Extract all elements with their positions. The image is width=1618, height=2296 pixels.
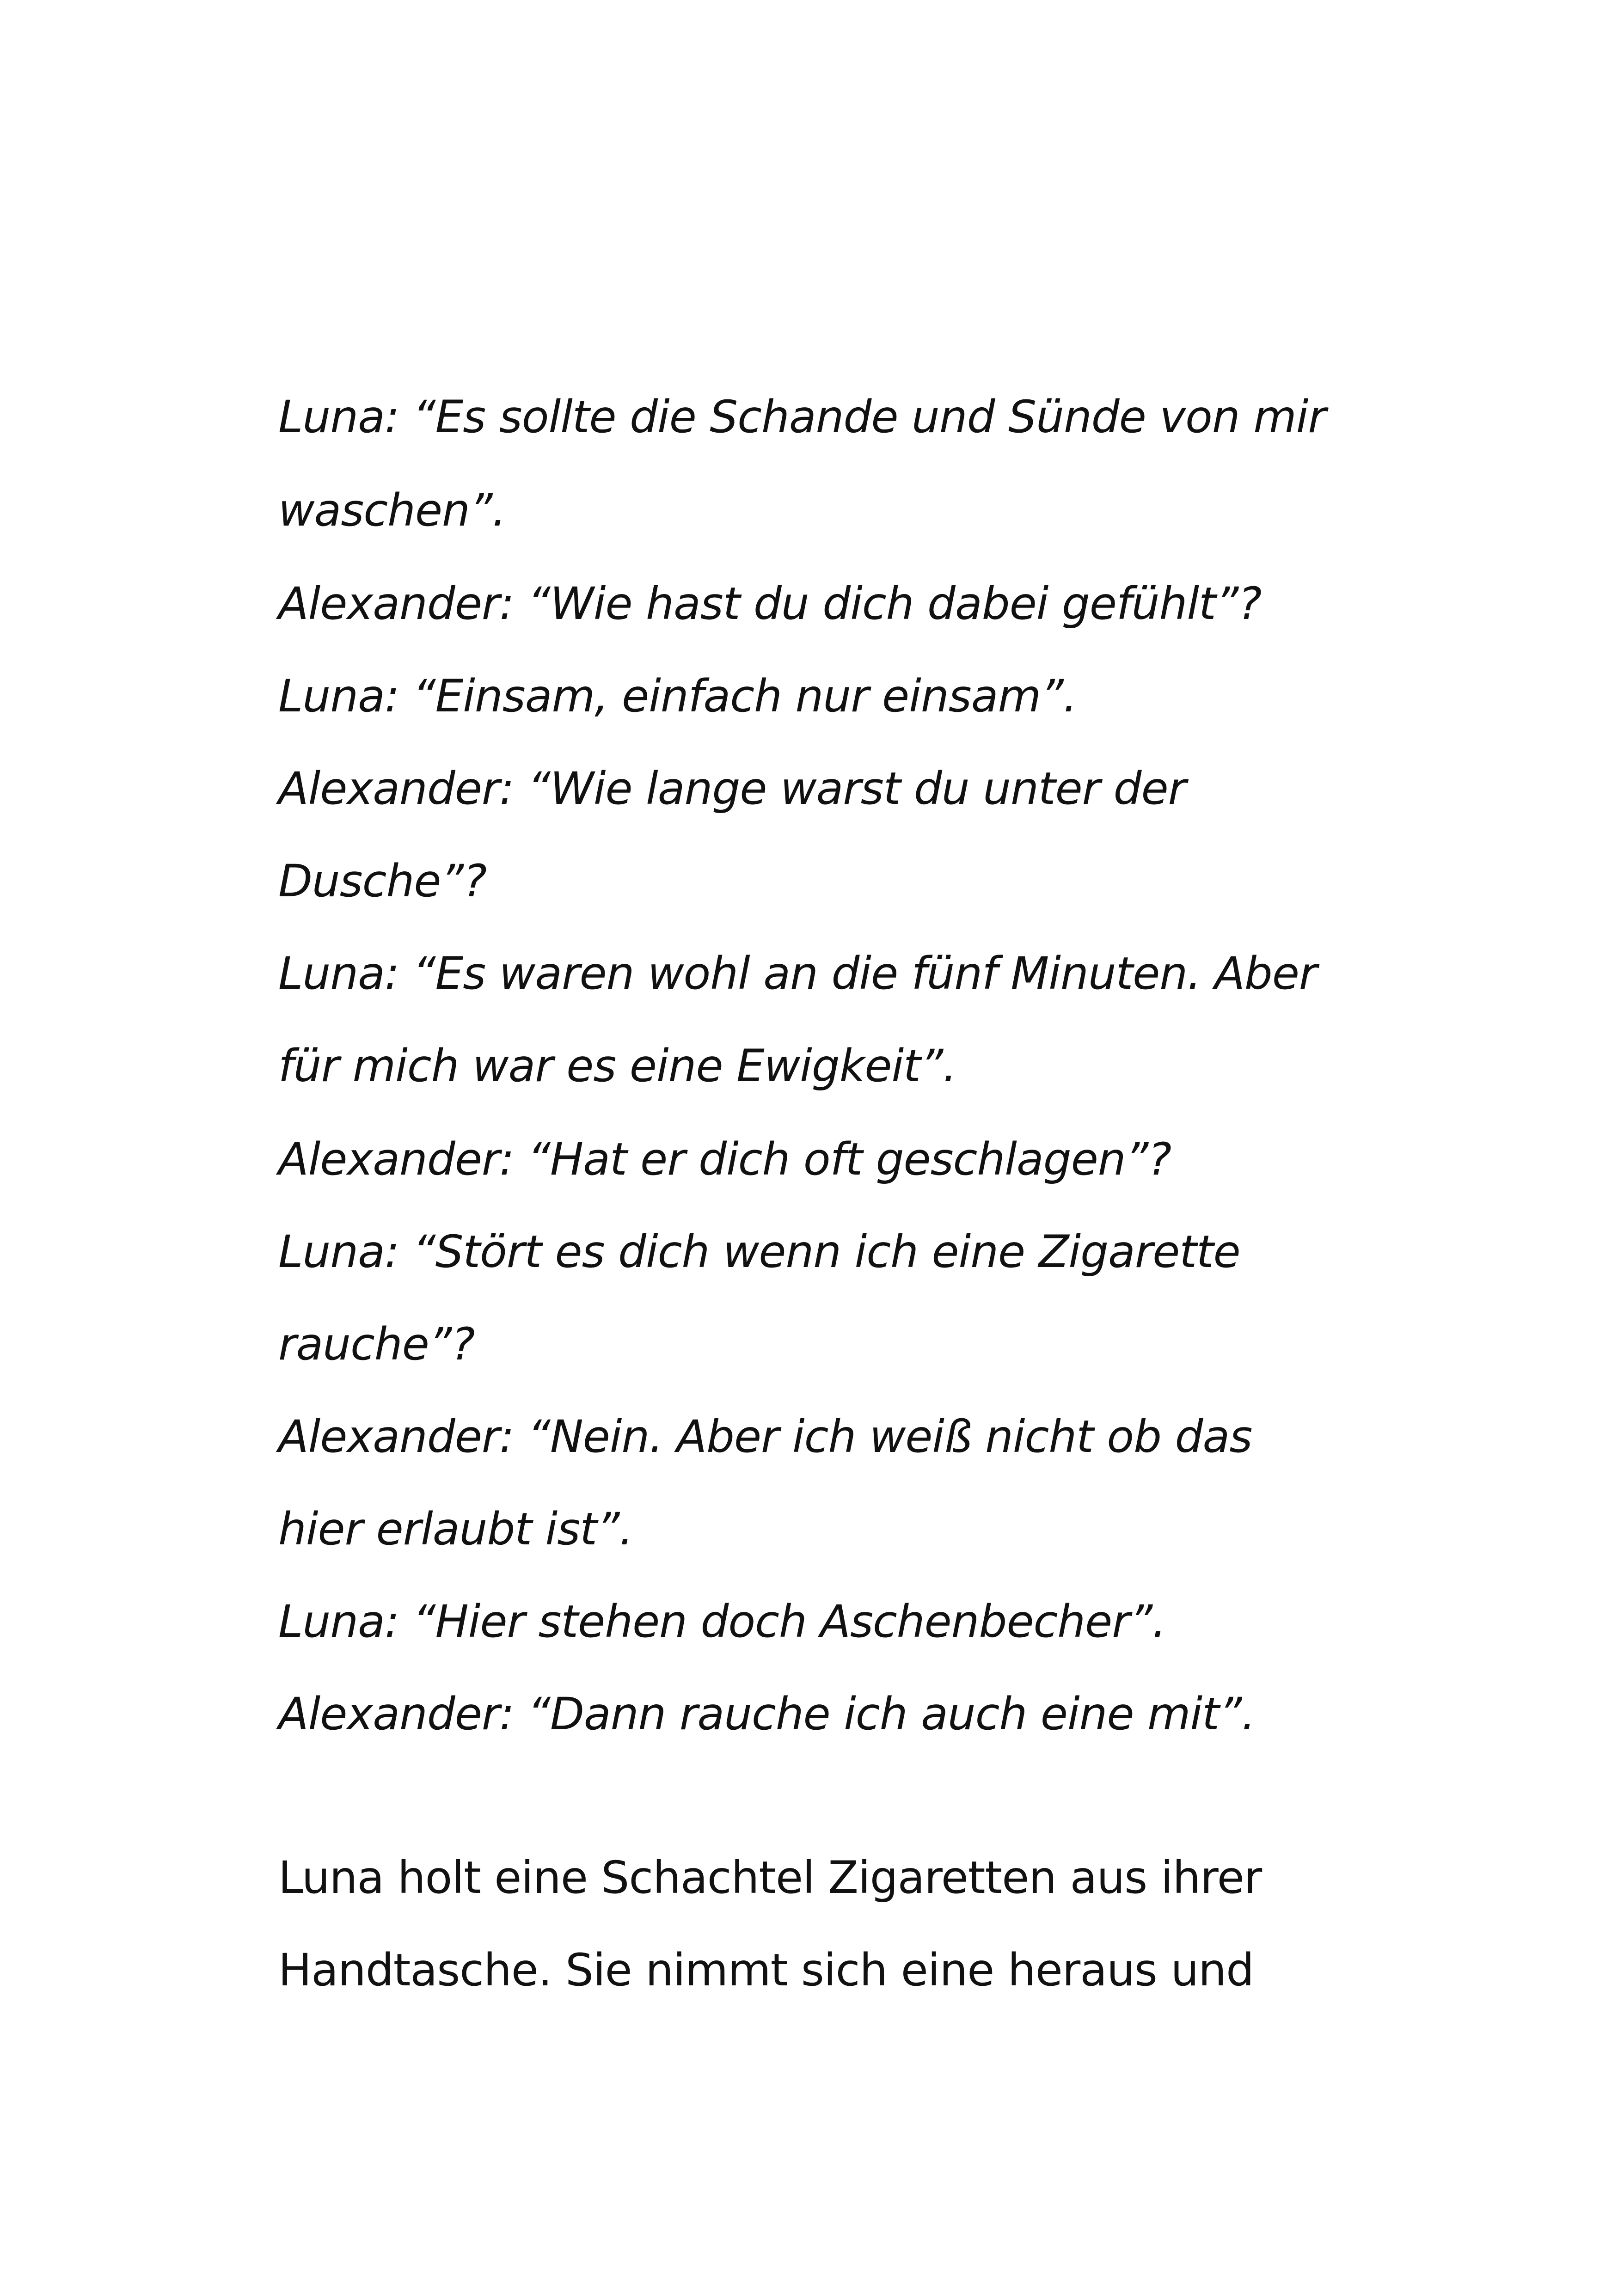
dialogue-line: Alexander: “Nein. Aber ich weiß nicht ob das <box>278 1411 1252 1463</box>
dialogue-line: hier erlaubt ist”. <box>278 1503 633 1555</box>
dialogue-line: Alexander: “Wie lange warst du unter der <box>278 763 1186 814</box>
dialogue-line: Luna: “Stört es dich wenn ich eine Zigarette <box>278 1226 1240 1278</box>
dialogue-line: Alexander: “Dann rauche ich auch eine mit”. <box>278 1688 1256 1740</box>
dialogue-line: Luna: “Hier stehen doch Aschenbecher”. <box>278 1596 1166 1647</box>
dialogue-line: für mich war es eine Ewigkeit”. <box>278 1040 957 1092</box>
dialogue-line: rauche”? <box>278 1318 475 1370</box>
narration-line: Handtasche. Sie nimmt sich eine heraus und <box>278 1944 1254 1996</box>
dialogue-line: Dusche”? <box>278 855 487 907</box>
dialogue-line: Luna: “Es sollte die Schande und Sünde von mir <box>278 391 1326 443</box>
dialogue-line: Alexander: “Hat er dich oft geschlagen”? <box>278 1133 1171 1185</box>
narration-line: Luna holt eine Schachtel Zigaretten aus ihrer <box>278 1852 1262 1904</box>
dialogue-line: waschen”. <box>278 484 506 536</box>
dialogue-line: Alexander: “Wie hast du dich dabei gefühlt”? <box>278 578 1262 630</box>
dialogue-line: Luna: “Einsam, einfach nur einsam”. <box>278 670 1077 722</box>
dialogue-line: Luna: “Es waren wohl an die fünf Minuten. Aber <box>278 948 1317 999</box>
